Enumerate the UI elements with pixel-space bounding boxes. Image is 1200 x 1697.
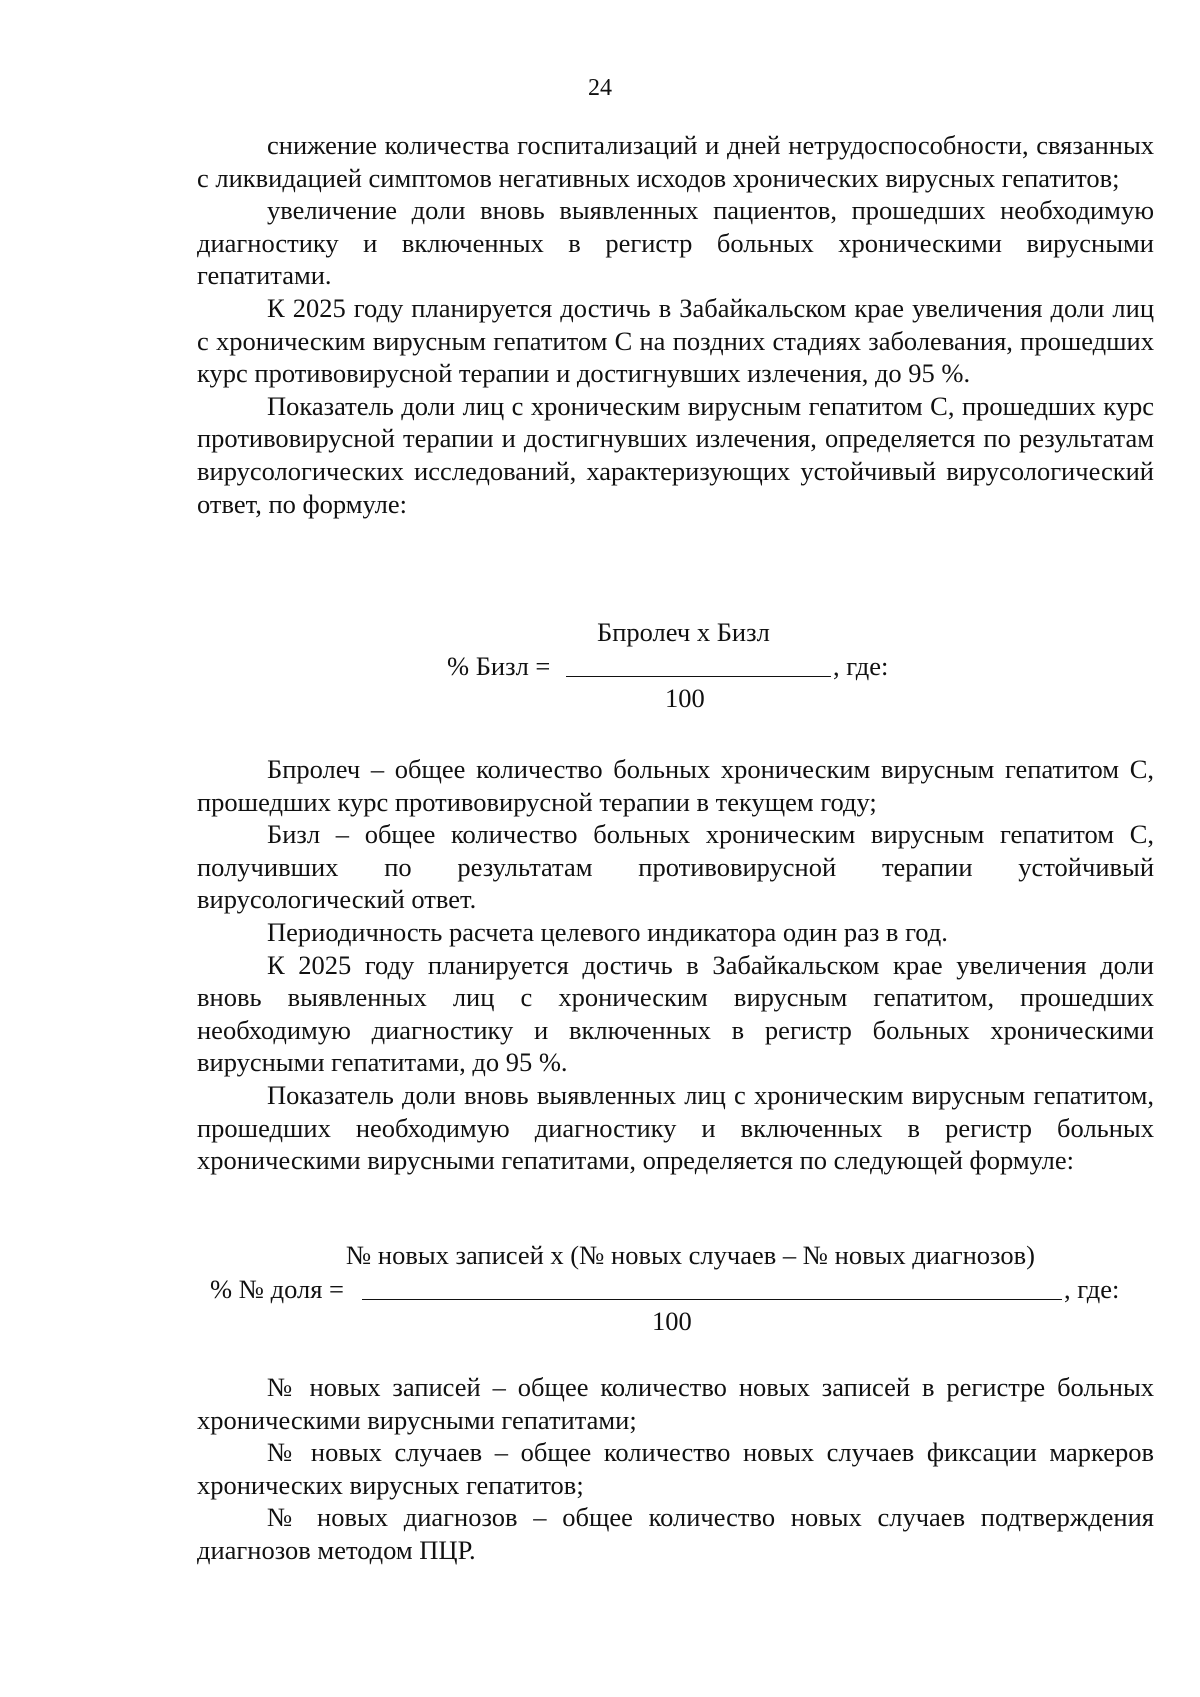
page-number: 24 [588,75,612,101]
formula-1-fraction-bar [566,676,831,677]
formula-new-registry-share [0,1239,1200,1339]
formula-1-numerator: Бпролеч х Бизл [597,617,770,647]
formula-1-lhs: % Бизл = [447,651,551,681]
formula-1-where: , где: [833,651,889,681]
paragraph-def-new-diagnoses: № новых диагнозов – общее количество новых случаев подтверждения диагнозов методом ПЦР. [197,1502,1154,1565]
paragraph-indicator-definition-1: Показатель доли лиц с хроническим вирусным гепатитом С, прошедших курс противовирусной терапии и достигнувших излечения, определяется по результатам вирусологических исследований, характеризующих устойчивый вирусологический ответ, по формуле: [197,390,1154,519]
paragraph-group-middle [197,753,1154,1177]
paragraph-target-2025-new-cases: К 2025 году планируется достичь в Забайкальском крае увеличения доли вновь выявленных лиц с хроническим вирусным гепатитом, прошедших необходимую диагностику и включенных в регистр больных хроническими вирусными гепатитами, до 95 %. [197,949,1154,1078]
formula-2-where: , где: [1064,1274,1120,1304]
formula-2-fraction-bar [362,1299,1062,1300]
paragraph-target-2025-hepatitis-c: К 2025 году планируется достичь в Забайкальском крае увеличения доли лиц с хроническим вирусным гепатитом С на поздних стадиях заболевания, прошедших курс противовирусной терапии и достигнувших излечения, до 95 %. [197,292,1154,389]
paragraph-def-bizl: Бизл – общее количество больных хроническим вирусным гепатитом С, получивших по результатам противовирусной терапии устойчивый вирусологический ответ. [197,819,1154,915]
paragraph-periodicity: Периодичность расчета целевого индикатора один раз в год. [267,916,948,947]
formula-2-numerator: № новых записей х (№ новых случаев – № новых диагнозов) [346,1240,1035,1270]
formula-2-denominator: 100 [652,1306,692,1336]
paragraph-group-top [197,129,1154,520]
formula-2-lhs: % № доля = [210,1274,344,1304]
formula-cured-share [0,616,1200,716]
paragraph-def-new-records: № новых записей – общее количество новых записей в регистре больных хроническими вирусными гепатитами; [197,1372,1154,1435]
paragraph-def-new-cases: № новых случаев – общее количество новых случаев фиксации маркеров хронических вирусных гепатитов; [197,1437,1154,1500]
paragraph-hospitalization-reduction: снижение количества госпитализаций и дней нетрудоспособности, связанных с ликвидацией симптомов негативных исходов хронических вирусных гепатитов; [197,130,1154,193]
paragraph-def-bprolech: Бпролеч – общее количество больных хроническим вирусным гепатитом С, прошедших курс противовирусной терапии в текущем году; [197,754,1154,817]
formula-1-denominator: 100 [665,683,705,713]
paragraph-indicator-definition-2: Показатель доли вновь выявленных лиц с хроническим вирусным гепатитом, прошедших необходимую диагностику и включенных в регистр больных хроническими вирусными гепатитами, определяется по следующей формуле: [197,1079,1154,1176]
paragraph-new-patients-share: увеличение доли вновь выявленных пациентов, прошедших необходимую диагностику и включенных в регистр больных хроническими вирусными гепатитами. [197,195,1154,291]
paragraph-group-bottom [197,1371,1154,1567]
